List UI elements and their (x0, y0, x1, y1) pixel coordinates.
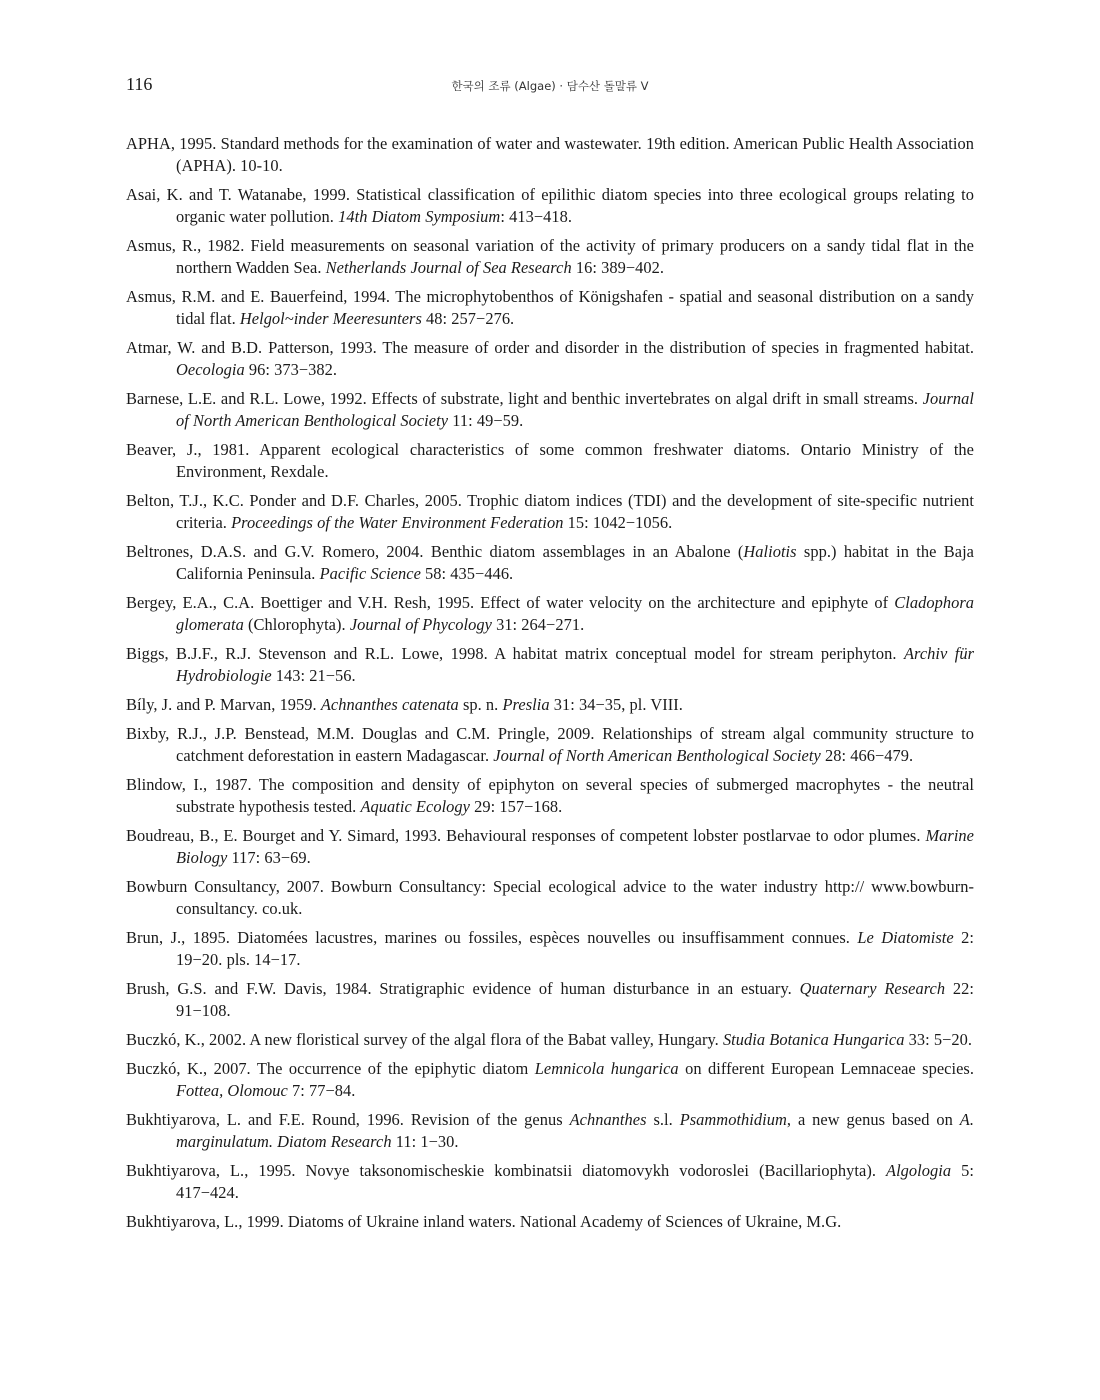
reference-text: : 413−418. (500, 207, 572, 226)
reference-text: Brun, J., 1895. Diatomées lacustres, marines ou fossiles, espèces nouvelles ou insuffisamment connues. (126, 928, 858, 947)
reference-entry (126, 541, 974, 585)
reference-italic-text: Le Diatomiste (857, 928, 954, 947)
reference-entry (126, 978, 974, 1022)
reference-list (126, 133, 974, 1240)
reference-italic-text: Marine Biology (176, 826, 974, 867)
reference-italic-text: Journal of Phycology (349, 615, 492, 634)
reference-text: spp.) habitat in the Baja California Peninsula. (176, 542, 974, 583)
reference-entry (126, 1058, 974, 1102)
reference-entry (126, 1160, 974, 1204)
reference-italic-text: Quaternary Research (799, 979, 946, 998)
reference-text: 143: 21−56. (271, 666, 356, 685)
reference-text: 48: 257−276. (421, 309, 515, 328)
reference-text: 28: 466−479. (820, 746, 914, 765)
reference-text: Beltrones, D.A.S. and G.V. Romero, 2004. Benthic diatom assemblages in an Abalone ( (126, 542, 744, 561)
reference-text: Asmus, R.M. and E. Bauerfeind, 1994. The microphytobenthos of Königshafen - spatial and seasonal distribution on a sandy tidal flat. (126, 287, 974, 328)
reference-text: Biggs, B.J.F., R.J. Stevenson and R.L. Lowe, 1998. A habitat matrix conceptual model for stream periphyton. (126, 644, 904, 663)
reference-entry (126, 643, 974, 687)
reference-text: (Chlorophyta). (243, 615, 350, 634)
reference-text: 15: 1042−1056. (563, 513, 673, 532)
reference-text: Brush, G.S. and F.W. Davis, 1984. Stratigraphic evidence of human disturbance in an estuary. (126, 979, 800, 998)
reference-text: 16: 389−402. (571, 258, 665, 277)
reference-text: 33: 5−20. (904, 1030, 973, 1049)
reference-text: Atmar, W. and B.D. Patterson, 1993. The measure of order and disorder in the distribution of species in fragmented habitat. (126, 338, 974, 357)
reference-entry (126, 184, 974, 228)
reference-italic-text: Preslia (502, 695, 550, 714)
reference-entry (126, 337, 974, 381)
reference-italic-text: Psammothidium (679, 1110, 787, 1129)
reference-text: Bergey, E.A., C.A. Boettiger and V.H. Resh, 1995. Effect of water velocity on the architecture and epiphyte of (126, 593, 895, 612)
reference-entry (126, 133, 974, 177)
reference-text: Beaver, J., 1981. Apparent ecological characteristics of some common freshwater diatoms. Ontario Ministry of the Environment, Rexdale. (126, 440, 974, 481)
reference-italic-text: Pacific Science (319, 564, 421, 583)
reference-entry (126, 1109, 974, 1153)
reference-entry (126, 825, 974, 869)
reference-text: 5: 417−424. (176, 1161, 975, 1202)
running-header: 한국의 조류 (Algae) · 담수산 돌말류 V (451, 79, 649, 93)
reference-italic-text: Studia Botanica Hungarica (722, 1030, 905, 1049)
reference-entry (126, 1211, 974, 1233)
reference-italic-text: Algologia (886, 1161, 952, 1180)
reference-text: Bukhtiyarova, L. and F.E. Round, 1996. Revision of the genus (126, 1110, 570, 1129)
reference-italic-text: 14th Diatom Symposium (338, 207, 501, 226)
reference-italic-text: Aquatic Ecology (360, 797, 470, 816)
reference-italic-text: Oecologia (176, 360, 245, 379)
reference-text: Boudreau, B., E. Bourget and Y. Simard, 1993. Behavioural responses of competent lobster postlarvae to odor plumes. (126, 826, 926, 845)
reference-italic-text: A. marginulatum. Diatom Research (176, 1110, 975, 1151)
reference-text: 96: 373−382. (244, 360, 338, 379)
reference-text: 11: 1−30. (391, 1132, 459, 1151)
reference-text: 2: 19−20. pls. 14−17. (176, 928, 975, 969)
page-number: 116 (126, 74, 153, 94)
reference-entry (126, 876, 974, 920)
reference-entry (126, 694, 974, 716)
reference-text: Blindow, I., 1987. The composition and density of epiphyton on several species of submerged macrophytes - the neutral substrate hypothesis tested. (126, 775, 974, 816)
reference-italic-text: Achnanthes (569, 1110, 647, 1129)
reference-entry (126, 1029, 974, 1051)
reference-text: 31: 264−271. (491, 615, 585, 634)
reference-text: Buczkó, K., 2007. The occurrence of the epiphytic diatom (126, 1059, 535, 1078)
reference-italic-text: Achnanthes catenata (320, 695, 459, 714)
reference-text: on different European Lemnaceae species. (678, 1059, 975, 1078)
reference-italic-text: Netherlands Journal of Sea Research (325, 258, 572, 277)
reference-text: Belton, T.J., K.C. Ponder and D.F. Charles, 2005. Trophic diatom indices (TDI) and the development of site-specific nutrient criteria. (126, 491, 974, 532)
reference-text: APHA, 1995. Standard methods for the examination of water and wastewater. 19th edition. American Public Health Association (APHA). 10-10. (126, 134, 974, 175)
reference-entry (126, 388, 974, 432)
reference-italic-text: Proceedings of the Water Environment Federation (231, 513, 564, 532)
reference-text: 22: 91−108. (176, 979, 974, 1020)
reference-text: 117: 63−69. (227, 848, 311, 867)
reference-italic-text: Lemnicola hungarica (534, 1059, 679, 1078)
reference-text: Bixby, R.J., J.P. Benstead, M.M. Douglas and C.M. Pringle, 2009. Relationships of stream algal community structure to catchment deforestation in eastern Madagascar. (126, 724, 974, 765)
reference-entry (126, 286, 974, 330)
reference-italic-text: Helgol~inder Meeresunters (239, 309, 422, 328)
reference-entry (126, 439, 974, 483)
reference-text: , a new genus based on (786, 1110, 960, 1129)
reference-text: sp. n. (458, 695, 503, 714)
reference-entry (126, 235, 974, 279)
reference-italic-text: Haliotis (743, 542, 797, 561)
reference-entry (126, 490, 974, 534)
reference-entry (126, 927, 974, 971)
reference-text: Bíly, J. and P. Marvan, 1959. (126, 695, 321, 714)
reference-text: Bukhtiyarova, L., 1999. Diatoms of Ukraine inland waters. National Academy of Sciences of Ukraine, M.G. (126, 1212, 842, 1231)
reference-italic-text: Fottea, Olomouc (176, 1081, 288, 1100)
reference-text: Buczkó, K., 2002. A new floristical survey of the algal flora of the Babat valley, Hungary. (126, 1030, 723, 1049)
reference-text: s.l. (646, 1110, 680, 1129)
reference-entry (126, 723, 974, 767)
reference-italic-text: Journal of North American Benthological Society (493, 746, 821, 765)
reference-text: 7: 77−84. (287, 1081, 356, 1100)
reference-text: Barnese, L.E. and R.L. Lowe, 1992. Effects of substrate, light and benthic invertebrates on algal drift in small streams. (126, 389, 923, 408)
reference-text: Bowburn Consultancy, 2007. Bowburn Consultancy: Special ecological advice to the water industry http:// www.bowburn-consultancy. co.uk. (126, 877, 974, 918)
reference-text: Bukhtiyarova, L., 1995. Novye taksonomischeskie kombinatsii diatomovykh vodoroslei (Bacillariophyta). (126, 1161, 887, 1180)
reference-text: 58: 435−446. (420, 564, 514, 583)
reference-text: 11: 49−59. (448, 411, 524, 430)
reference-italic-text: Archiv für Hydrobiologie (176, 644, 975, 685)
reference-text: Asmus, R., 1982. Field measurements on seasonal variation of the activity of primary producers on a sandy tidal flat in the northern Wadden Sea. (126, 236, 974, 277)
reference-italic-text: Journal of North American Benthological Society (176, 389, 974, 430)
reference-italic-text: Cladophora glomerata (176, 593, 974, 634)
reference-entry (126, 774, 974, 818)
reference-text: 31: 34−35, pl. VIII. (549, 695, 683, 714)
reference-text: 29: 157−168. (469, 797, 563, 816)
reference-text: Asai, K. and T. Watanabe, 1999. Statistical classification of epilithic diatom species into three ecological groups relating to organic water pollution. (126, 185, 974, 226)
reference-entry (126, 592, 974, 636)
